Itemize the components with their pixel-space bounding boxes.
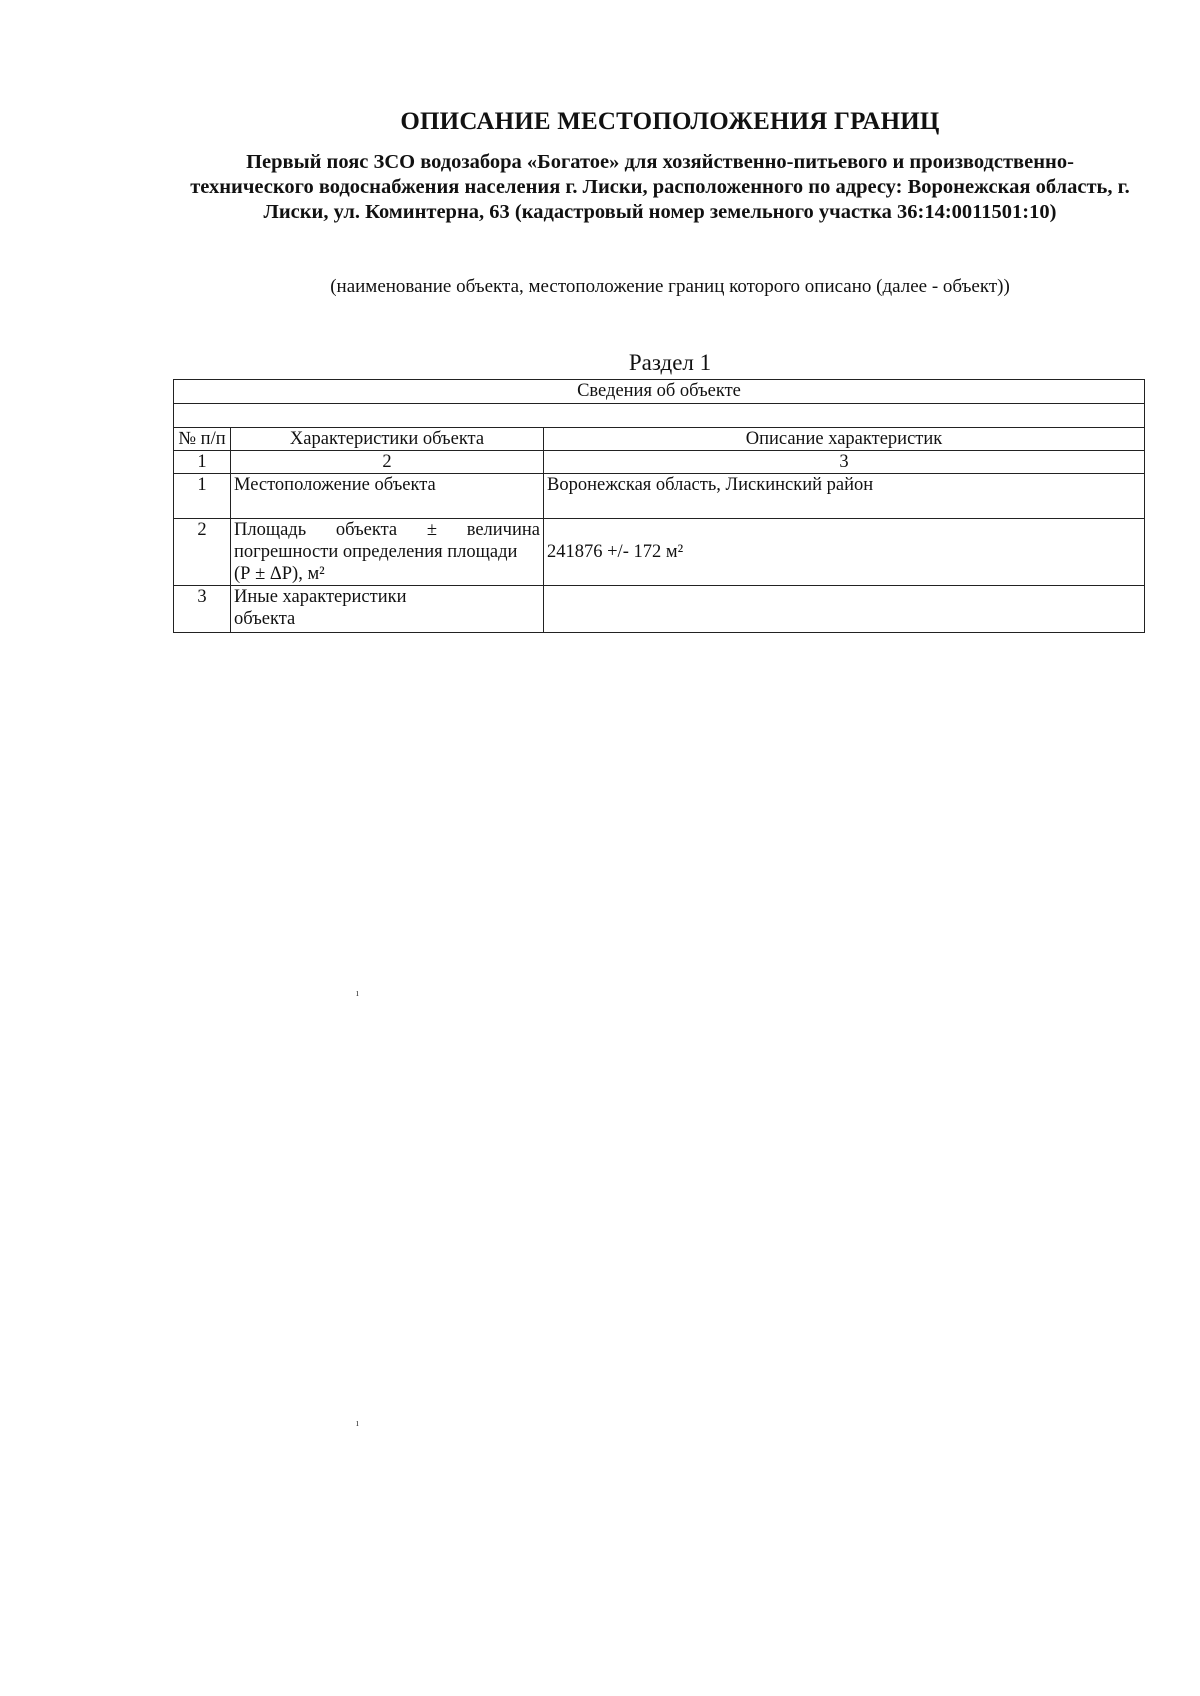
table-row — [174, 474, 1145, 519]
row-characteristic-line: (Р ± ΔР), м² — [234, 564, 325, 584]
table-section-title: Сведения об объекте — [174, 380, 1145, 404]
row-characteristic — [231, 519, 544, 586]
row-characteristic-line: объекта — [234, 609, 296, 629]
row-num: 3 — [174, 586, 231, 633]
header-characteristic: Характеристики объекта — [231, 428, 544, 451]
scan-speck-mark: ı — [356, 1418, 359, 1429]
row-characteristic-line: Иные характеристики — [234, 587, 407, 607]
row-characteristic-line: погрешности определения площади — [234, 542, 518, 562]
table-row — [174, 586, 1145, 633]
row-characteristic — [231, 586, 544, 633]
row-description — [544, 586, 1145, 633]
object-caption: (наименование объекта, местоположение границ которого описано (далее - объект)) — [330, 276, 1010, 297]
column-number-1: 1 — [174, 451, 231, 474]
table-blank-row — [174, 404, 1145, 428]
row-characteristic: Местоположение объекта — [231, 474, 544, 519]
scan-speck-mark: ı — [356, 988, 359, 999]
table-header-row — [174, 428, 1145, 451]
section-label: Раздел 1 — [628, 350, 712, 375]
row-description: 241876 +/- 172 м² — [544, 519, 1145, 586]
column-number-2: 2 — [231, 451, 544, 474]
row-num: 1 — [174, 474, 231, 519]
header-num: № п/п — [174, 428, 231, 451]
table-section-row — [174, 380, 1145, 404]
row-description: Воронежская область, Лискинский район — [544, 474, 1145, 519]
table-blank-cell — [174, 404, 1145, 428]
object-info-table — [173, 379, 1145, 633]
document-title: ОПИСАНИЕ МЕСТОПОЛОЖЕНИЯ ГРАНИЦ — [400, 108, 940, 135]
table-column-number-row — [174, 451, 1145, 474]
row-characteristic-line: Площадь объекта ± величина — [234, 520, 540, 540]
row-num: 2 — [174, 519, 231, 586]
column-number-3: 3 — [544, 451, 1145, 474]
document-subtitle: Первый пояс ЗСО водозабора «Богатое» для хозяйственно-питьевого и производственно-технического водоснабжения населения г. Лиски, расположенного по адресу: Воронежская область, г. Лиски, ул. Коминтерна, 63 (кадастровый номер земельного участка 36:14:0011501:10) — [190, 151, 1130, 223]
table-row — [174, 519, 1145, 586]
header-description: Описание характеристик — [544, 428, 1145, 451]
